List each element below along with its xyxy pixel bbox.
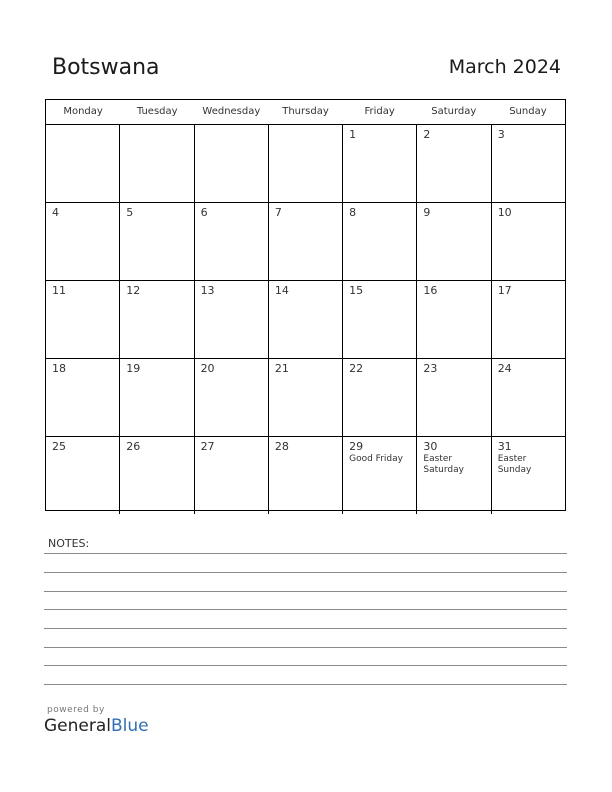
day-cell — [269, 281, 343, 358]
notes-line — [44, 665, 567, 666]
weekday-thursday: Thursday — [282, 106, 329, 117]
day-cell — [492, 437, 565, 514]
day-cell — [46, 437, 120, 514]
day-number: 23 — [423, 362, 438, 375]
day-cell — [343, 203, 417, 280]
day-number: 22 — [349, 362, 364, 375]
day-cell — [195, 125, 269, 202]
day-number: 28 — [274, 440, 289, 453]
week-row — [46, 281, 565, 359]
day-number: 30 — [423, 440, 438, 453]
day-cell — [195, 281, 269, 358]
day-number: 25 — [52, 440, 66, 453]
day-cell — [492, 359, 565, 436]
day-number: 2 — [423, 128, 431, 141]
calendar-grid — [45, 99, 566, 511]
day-cell — [46, 281, 120, 358]
holiday-label: Easter Saturday — [423, 454, 464, 475]
day-cell — [120, 437, 194, 514]
day-cell — [417, 359, 491, 436]
notes-line — [44, 609, 567, 610]
holiday-label: Easter Sunday — [497, 454, 532, 475]
day-cell — [343, 359, 417, 436]
notes-label: NOTES: — [48, 537, 90, 550]
month-year-title: March 2024 — [448, 56, 561, 78]
day-number: 11 — [52, 284, 66, 297]
day-number: 29 — [349, 440, 364, 453]
day-number: 16 — [423, 284, 438, 297]
generalblue-logo — [44, 716, 149, 736]
day-cell — [269, 125, 343, 202]
day-number: 27 — [200, 440, 215, 453]
notes-line — [44, 591, 567, 592]
holiday-label: Good Friday — [349, 454, 403, 464]
day-number: 9 — [423, 206, 431, 219]
day-number: 12 — [126, 284, 141, 297]
day-cell — [120, 359, 194, 436]
day-number: 15 — [349, 284, 364, 297]
weekday-sunday: Sunday — [509, 106, 547, 117]
day-cell — [343, 437, 417, 514]
day-number: 26 — [126, 440, 141, 453]
week-row — [46, 437, 565, 514]
weekday-monday: Monday — [63, 106, 103, 117]
day-cell — [343, 281, 417, 358]
day-number: 13 — [200, 284, 215, 297]
day-cell — [269, 359, 343, 436]
day-cell — [417, 125, 491, 202]
day-number: 17 — [497, 284, 512, 297]
day-number: 19 — [126, 362, 141, 375]
day-cell — [46, 125, 120, 202]
brand-blue: Blue — [111, 716, 149, 736]
day-cell — [417, 437, 491, 514]
powered-by-text: powered by — [47, 705, 105, 715]
day-number: 4 — [52, 206, 59, 219]
day-cell — [195, 359, 269, 436]
week-row — [46, 125, 565, 203]
week-row — [46, 203, 565, 281]
day-cell — [417, 281, 491, 358]
day-cell — [120, 125, 194, 202]
day-cell — [492, 203, 565, 280]
weekday-header-row — [46, 100, 565, 125]
notes-line — [44, 572, 567, 573]
day-number: 6 — [200, 206, 208, 219]
day-number: 8 — [349, 206, 357, 219]
day-number: 5 — [126, 206, 134, 219]
day-cell — [120, 203, 194, 280]
day-cell — [195, 203, 269, 280]
weekday-saturday: Saturday — [431, 106, 477, 117]
brand-general: General — [44, 716, 111, 736]
notes-line — [44, 647, 567, 648]
weekday-tuesday: Tuesday — [136, 106, 178, 117]
day-number: 10 — [497, 206, 512, 219]
day-cell — [417, 203, 491, 280]
weekday-wednesday: Wednesday — [202, 106, 261, 117]
notes-line — [44, 684, 567, 685]
day-number: 3 — [497, 128, 505, 141]
day-cell — [120, 281, 194, 358]
day-cell — [46, 359, 120, 436]
day-cell — [269, 437, 343, 514]
day-number: 1 — [349, 128, 357, 141]
day-cell — [343, 125, 417, 202]
notes-line — [44, 553, 567, 554]
day-number: 20 — [200, 362, 215, 375]
day-cell — [46, 203, 120, 280]
day-number: 31 — [497, 440, 512, 453]
day-number: 14 — [274, 284, 289, 297]
day-number: 18 — [52, 362, 66, 375]
weekday-friday: Friday — [364, 106, 395, 117]
country-title: Botswana — [52, 55, 160, 80]
notes-line — [44, 628, 567, 629]
day-number: 7 — [274, 206, 282, 219]
day-cell — [195, 437, 269, 514]
day-number: 24 — [497, 362, 512, 375]
day-cell — [492, 281, 565, 358]
day-number: 21 — [274, 362, 289, 375]
day-cell — [492, 125, 565, 202]
day-cell — [269, 203, 343, 280]
week-row — [46, 359, 565, 437]
